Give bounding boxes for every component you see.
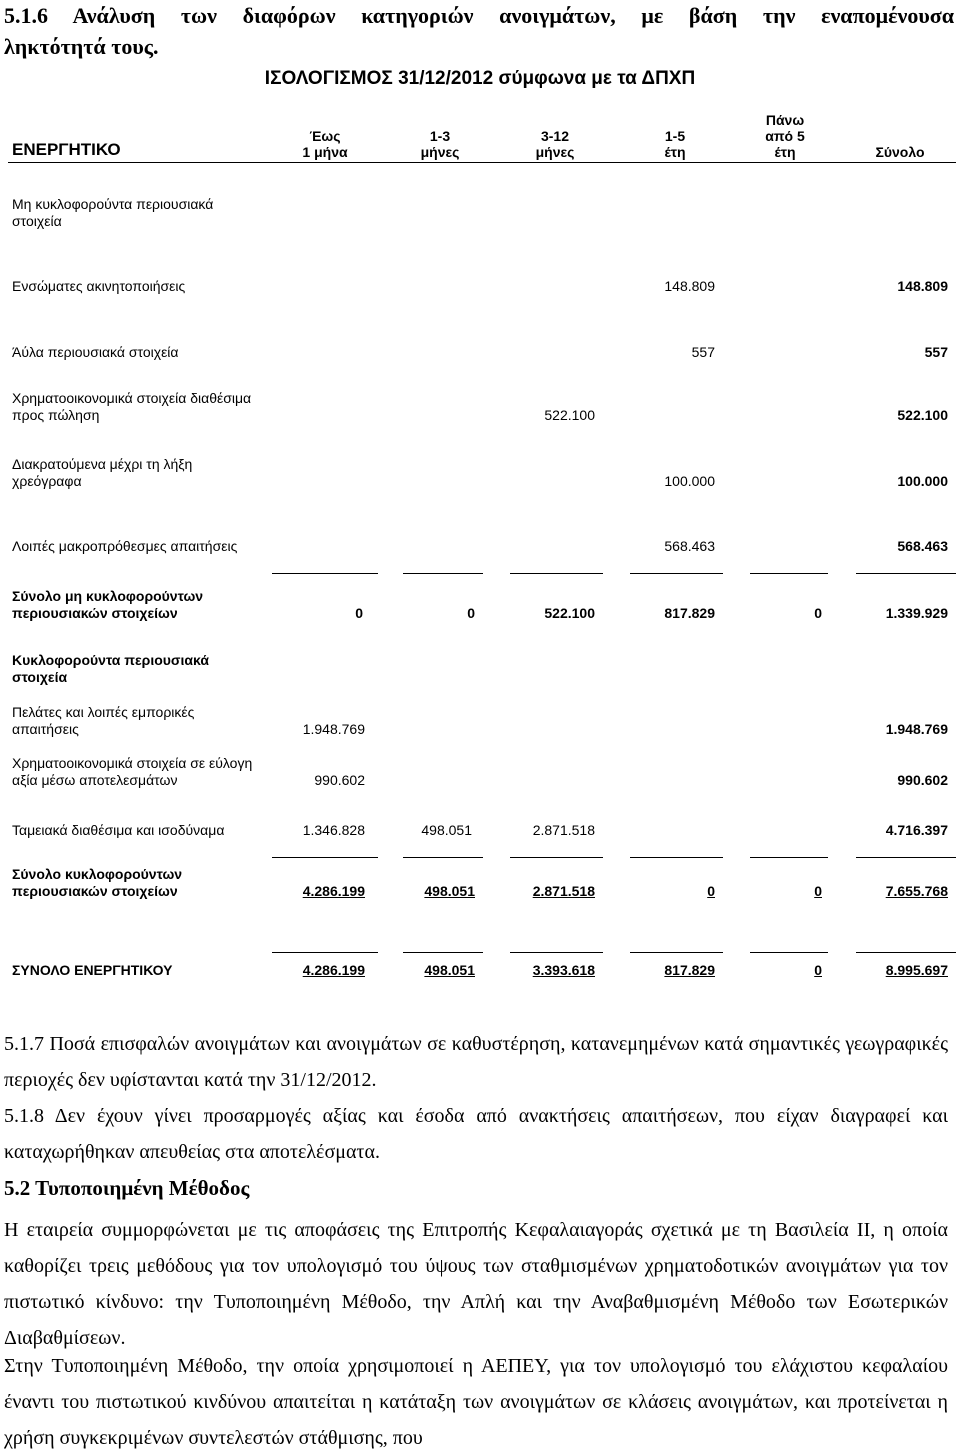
label-line: περιουσιακών στοιχείων xyxy=(12,883,178,899)
label-line: χρεόγραφα xyxy=(12,473,82,489)
col-header-line: 3-12 xyxy=(540,128,570,144)
label-line: Σύνολο μη κυκλοφορούντων xyxy=(12,588,204,604)
cell-3-12-months: 3.393.618 xyxy=(532,962,595,978)
cell-over-5-years: 0 xyxy=(814,605,822,621)
col-header-line: μήνες xyxy=(420,144,460,160)
subtotal-rule xyxy=(272,573,378,574)
cell-total: 990.602 xyxy=(897,772,948,788)
subtotal-rule xyxy=(750,857,828,858)
cell-1-5-years: 148.809 xyxy=(664,278,715,294)
section-non-current-assets xyxy=(12,196,213,230)
label-line: Σύνολο κυκλοφορούντων xyxy=(12,866,183,882)
cell-3-12-months: 522.100 xyxy=(544,407,595,423)
cell-total: 8.995.697 xyxy=(885,962,948,978)
cell-total: 568.463 xyxy=(897,538,948,554)
cell-total: 148.809 xyxy=(897,278,948,294)
cell-upto-1-month: 4.286.199 xyxy=(302,883,365,899)
row-label xyxy=(12,704,194,738)
cell-1-5-years: 0 xyxy=(707,883,715,899)
corner-label: ΕΝΕΡΓΗΤΙΚΟ xyxy=(12,140,121,159)
cell-1-3-months: 498.051 xyxy=(421,822,472,838)
subtotal-non-current-label xyxy=(12,588,203,622)
cell-1-3-months: 498.051 xyxy=(424,962,475,978)
cell-1-5-years: 100.000 xyxy=(664,473,715,489)
cell-total: 557 xyxy=(924,344,948,360)
label-line: Μη κυκλοφορούντα περιουσιακά xyxy=(12,196,214,212)
subtotal-rule xyxy=(750,573,828,574)
grand-total-rule xyxy=(272,952,378,953)
row-label: Ενσώματες ακινητοποιήσεις xyxy=(12,278,186,294)
cell-1-5-years: 568.463 xyxy=(664,538,715,554)
label-line: Κυκλοφορούντα περιουσιακά xyxy=(12,652,209,668)
paragraph-5-2-b: Στην Τυποποιημένη Μέθοδο, την οποία χρησιμοποιεί η ΑΕΠΕΥ, για τον υπολογισμό του ελάχιστου κεφαλαίου έναντι του πιστωτικού κινδύνου απαιτείται η κατάταξη των ανοιγμάτων σε κλάσεις ανοιγμάτων, και προτείνεται η χρήση συγκεκριμένων συντελεστών στάθμισης, που xyxy=(4,1355,948,1449)
header-divider xyxy=(8,162,956,163)
grand-total-label: ΣΥΝΟΛΟ ΕΝΕΡΓΗΤΙΚΟΥ xyxy=(12,962,173,978)
row-label xyxy=(12,755,252,789)
cell-upto-1-month: 4.286.199 xyxy=(302,962,365,978)
cell-1-3-months: 498.051 xyxy=(424,883,475,899)
section-heading: 5.1.6 Ανάλυση των διαφόρων κατηγοριών ανοιγμάτων, με βάση την εναπομένουσα xyxy=(4,3,954,28)
col-header-line: έτη xyxy=(774,144,796,160)
cell-3-12-months: 2.871.518 xyxy=(532,883,595,899)
label-line: Χρηματοοικονομικά στοιχεία διαθέσιμα xyxy=(12,390,252,406)
label-line: στοιχεία xyxy=(12,213,62,229)
col-header-line: Πάνω xyxy=(765,112,805,128)
label-line: Χρηματοοικονομικά στοιχεία σε εύλογη xyxy=(12,755,253,771)
cell-total: 1.948.769 xyxy=(885,721,948,737)
label-line: αξία μέσω αποτελεσμάτων xyxy=(12,772,178,788)
cell-total: 7.655.768 xyxy=(885,883,948,899)
subtotal-rule xyxy=(856,573,956,574)
subtotal-rule xyxy=(510,857,603,858)
row-label: Ταμειακά διαθέσιμα και ισοδύναμα xyxy=(12,822,225,838)
label-line: Διακρατούμενα μέχρι τη λήξη xyxy=(12,456,193,472)
col-header-line: έτη xyxy=(664,144,686,160)
subtotal-rule xyxy=(856,857,956,858)
subtotal-rule xyxy=(630,573,723,574)
row-label: Άύλα περιουσιακά στοιχεία xyxy=(12,344,179,360)
cell-1-5-years: 557 xyxy=(691,344,715,360)
label-line: Πελάτες και λοιπές εμπορικές xyxy=(12,704,195,720)
cell-upto-1-month: 1.346.828 xyxy=(302,822,365,838)
label-line: προς πώληση xyxy=(12,407,100,423)
col-header-line: Έως xyxy=(309,128,341,144)
paragraph-5-2-a: Η εταιρεία συμμορφώνεται με τις αποφάσεις της Επιτροπής Κεφαλαιαγοράς σχετικά με τη Βασιλεία ΙΙ, η οποία καθορίζει τρεις μεθόδους για τον υπολογισμό του ύψους των σταθμισμένων χρηματοδοτικών ανοιγμάτων για τον πιστωτικό κίνδυνο: την Τυποποιημένη Μέθοδο, την Απλή και την Αναβαθμισμένη Μέθοδο των Εσωτερικών Διαβαθμίσεων. xyxy=(4,1219,948,1349)
grand-total-rule xyxy=(510,952,603,953)
col-header-1-5-years xyxy=(620,128,730,160)
cell-total: 100.000 xyxy=(897,473,948,489)
subtotal-rule xyxy=(510,573,603,574)
row-label: Λοιπές μακροπρόθεσμες απαιτήσεις xyxy=(12,538,238,554)
cell-total: 522.100 xyxy=(897,407,948,423)
cell-over-5-years: 0 xyxy=(814,883,822,899)
cell-over-5-years: 0 xyxy=(814,962,822,978)
grand-total-rule xyxy=(856,952,956,953)
label-line: στοιχεία xyxy=(12,669,68,685)
col-header-line: 1-5 xyxy=(664,128,686,144)
row-label xyxy=(12,456,192,490)
subtotal-current-label xyxy=(12,866,182,900)
col-header-line: μήνες xyxy=(535,144,575,160)
cell-1-3-months: 0 xyxy=(467,605,475,621)
col-header-total: Σύνολο xyxy=(875,144,925,160)
label-line: απαιτήσεις xyxy=(12,721,79,737)
cell-upto-1-month: 0 xyxy=(355,605,363,621)
section-heading-continued: ληκτότητά τους. xyxy=(4,34,159,59)
cell-total: 4.716.397 xyxy=(885,822,948,838)
col-header-line: από 5 xyxy=(765,128,805,144)
col-header-upto-1-month xyxy=(270,128,380,160)
table-title: ΙΣΟΛΟΓΙΣΜΟΣ 31/12/2012 σύμφωνα με τα ΔΠΧΠ xyxy=(264,68,696,89)
section-title-5-2: 5.2 Τυποποιημένη Μέθοδος xyxy=(4,1176,250,1200)
cell-3-12-months: 522.100 xyxy=(544,605,595,621)
subtotal-rule xyxy=(403,857,483,858)
section-current-assets xyxy=(12,652,209,686)
subtotal-rule xyxy=(272,857,378,858)
cell-upto-1-month: 990.602 xyxy=(314,772,365,788)
grand-total-rule xyxy=(630,952,723,953)
cell-1-5-years: 817.829 xyxy=(664,605,715,621)
col-header-over-5-years xyxy=(740,112,830,160)
col-header-1-3-months xyxy=(390,128,490,160)
cell-upto-1-month: 1.948.769 xyxy=(302,721,365,737)
col-header-line: 1 μήνα xyxy=(302,144,348,160)
paragraph-5-1-8: 5.1.8 Δεν έχουν γίνει προσαρμογές αξίας και έσοδα από ανακτήσεις απαιτήσεων, που είχαν διαγραφεί και καταχωρήθηκαν απευθείας στα αποτελέσματα. xyxy=(4,1105,948,1163)
grand-total-rule xyxy=(403,952,483,953)
cell-total: 1.339.929 xyxy=(885,605,948,621)
col-header-line: 1-3 xyxy=(429,128,451,144)
grand-total-rule xyxy=(750,952,828,953)
cell-3-12-months: 2.871.518 xyxy=(532,822,595,838)
paragraph-5-1-7: 5.1.7 Ποσά επισφαλών ανοιγμάτων και ανοιγμάτων σε καθυστέρηση, κατανεμημένων κατά σημαντικές γεωγραφικές περιοχές δεν υφίστανται κατά την 31/12/2012. xyxy=(4,1033,948,1091)
cell-1-5-years: 817.829 xyxy=(664,962,715,978)
subtotal-rule xyxy=(630,857,723,858)
subtotal-rule xyxy=(403,573,483,574)
row-label xyxy=(12,390,251,424)
label-line: περιουσιακών στοιχείων xyxy=(12,605,178,621)
col-header-3-12-months xyxy=(500,128,610,160)
